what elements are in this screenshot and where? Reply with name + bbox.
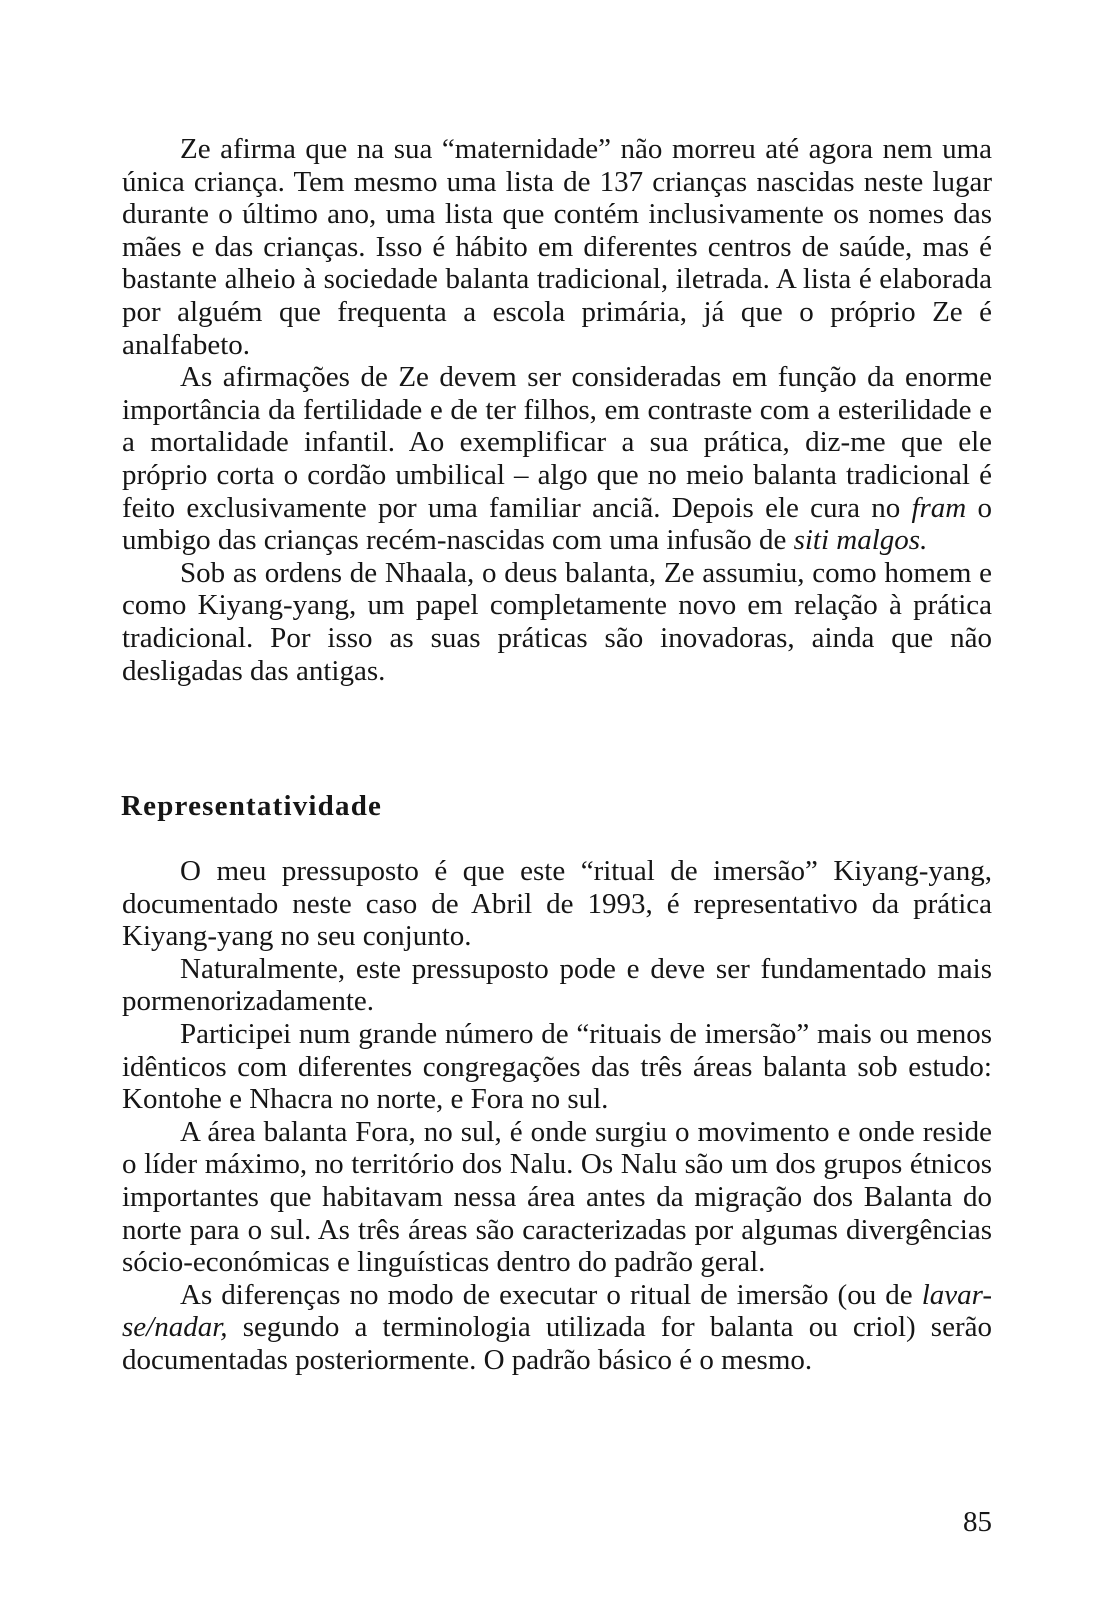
paragraph: Ze afirma que na sua “maternidade” não morreu até agora nem uma única criança. Tem mesmo uma lista de 137 crianças nascidas neste lugar durante o último ano, uma lista que contém inclusivamente os nomes das mães e das crianças. Isso é hábito em diferentes centros de saúde, mas é bastante alheio à sociedade balanta tradicional, iletrada. A lista é elaborada por alguém que frequenta a escola primária, já que o próprio Ze é analfabeto. [122,133,992,361]
paragraph: Sob as ordens de Nhaala, o deus balanta, Ze assumiu, como homem e como Kiyang-yang, um papel completamente novo em relação à prática tradicional. Por isso as suas práticas são inovadoras, ainda que não desligadas das antigas. [122,556,992,687]
italic-term: lavar-se/nadar, [122,1278,992,1344]
page-number: 85 [963,1506,992,1538]
italic-term: siti malgos. [793,524,928,557]
paragraph: As diferenças no modo de executar o ritual de imersão (ou de lavar-se/nadar, segundo a terminologia utilizada for balanta ou criol) serão documentadas posteriormente. O padrão básico é o mesmo. [122,1278,992,1376]
paragraph: O meu pressuposto é que este “ritual de imersão” Kiyang-yang, documentado neste caso de Abril de 1993, é representativo da prática Kiyang-yang no seu conjunto. [122,855,992,953]
body-text-section-two [122,855,992,1377]
paragraph: A área balanta Fora, no sul, é onde surgiu o movimento e onde reside o líder máximo, no território dos Nalu. Os Nalu são um dos grupos étnicos importantes que habitavam nessa área antes da migração dos Balanta do norte para o sul. As três áreas são caracterizadas por algumas divergências sócio-económicas e linguísticas dentro do padrão geral. [122,1115,992,1279]
italic-term: fram [911,491,967,524]
section-heading: Representatividade [121,790,383,822]
paragraph: As afirmações de Ze devem ser consideradas em função da enorme importância da fertilidade e de ter filhos, em contraste com a esterilidade e a mortalidade infantil. Ao exemplificar a sua prática, diz-me que ele próprio corta o cordão umbilical – algo que no meio balanta tradicional é feito exclusivamente por uma familiar anciã. Depois ele cura no fram o umbigo das crianças recém-nascidas com uma infusão de siti malgos. [122,361,992,557]
paragraph: Naturalmente, este pressuposto pode e deve ser fundamentado mais pormenorizadamente. [122,952,992,1018]
paragraph: Participei num grande número de “rituais de imersão” mais ou menos idênticos com diferentes congregações das três áreas balanta sob estudo: Kontohe e Nhacra no norte, e Fora no sul. [122,1017,992,1116]
body-text-section-one [122,133,992,687]
